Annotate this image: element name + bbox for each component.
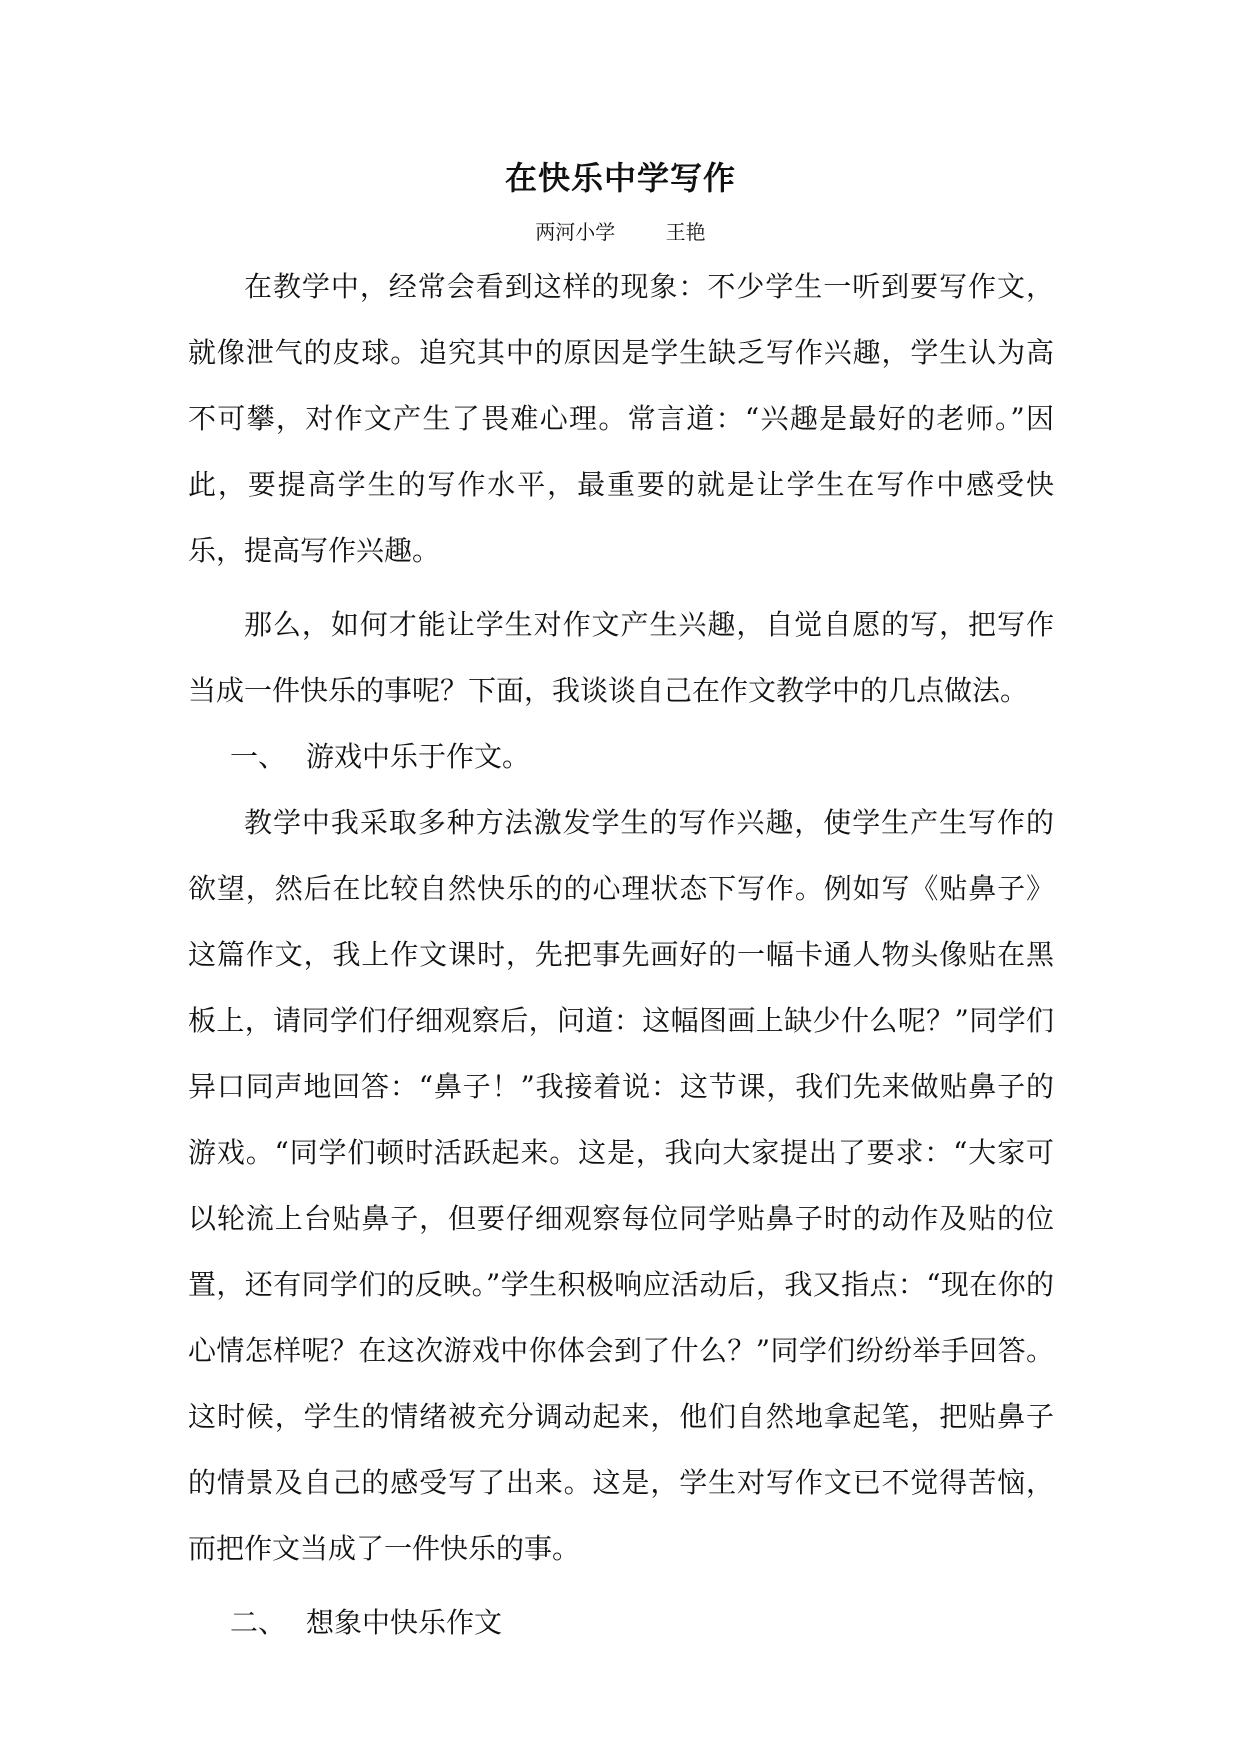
byline bbox=[0, 218, 1241, 246]
author-name: 王艳 bbox=[665, 220, 706, 244]
paragraph-intro: 在教学中，经常会看到这样的现象：不少学生一听到要写作文，就像泄气的皮球。追究其中的原因是学生缺乏写作兴趣，学生认为高不可攀，对作文产生了畏难心理。常言道：“兴趣是最好的老师。”因此，要提高学生的写作水平，最重要的就是让学生在写作中感受快乐，提高写作兴趣。 bbox=[188, 270, 1054, 567]
paragraph-question: 那么，如何才能让学生对作文产生兴趣，自觉自愿的写，把写作当成一件快乐的事呢？下面，我谈谈自己在作文教学中的几点做法。 bbox=[188, 608, 1054, 707]
paragraph-game: 教学中我采取多种方法激发学生的写作兴趣，使学生产生写作的欲望，然后在比较自然快乐的的心理状态下写作。例如写《贴鼻子》这篇作文，我上作文课时，先把事先画好的一幅卡通人物头像贴在黑板上，请同学们仔细观察后，问道：这幅图画上缺少什么呢？”同学们异口同声地回答：“鼻子！”我接着说：这节课，我们先来做贴鼻子的游戏。“同学们顿时活跃起来。这是，我向大家提出了要求：“大家可以轮流上台贴鼻子，但要仔细观察每位同学贴鼻子时的动作及贴的位置，还有同学们的反映。”学生积极响应活动后，我又指点：“现在你的心情怎样呢？在这次游戏中你体会到了什么？”同学们纷纷举手回答。这时候，学生的情绪被充分调动起来，他们自然地拿起笔，把贴鼻子的情景及自己的感受写了出来。这是，学生对写作文已不觉得苦恼，而把作文当成了一件快乐的事。 bbox=[188, 806, 1054, 1565]
school-name: 两河小学 bbox=[535, 220, 616, 244]
section-number: 一、 bbox=[230, 740, 287, 773]
section-number: 二、 bbox=[230, 1606, 287, 1639]
section-heading-1 bbox=[188, 724, 1054, 790]
document-title: 在快乐中学写作 bbox=[504, 159, 736, 197]
section-heading-2 bbox=[188, 1590, 1054, 1656]
document-body bbox=[188, 254, 1054, 1656]
section-title: 游戏中乐于作文。 bbox=[306, 740, 531, 773]
section-title: 想象中快乐作文 bbox=[306, 1606, 503, 1639]
